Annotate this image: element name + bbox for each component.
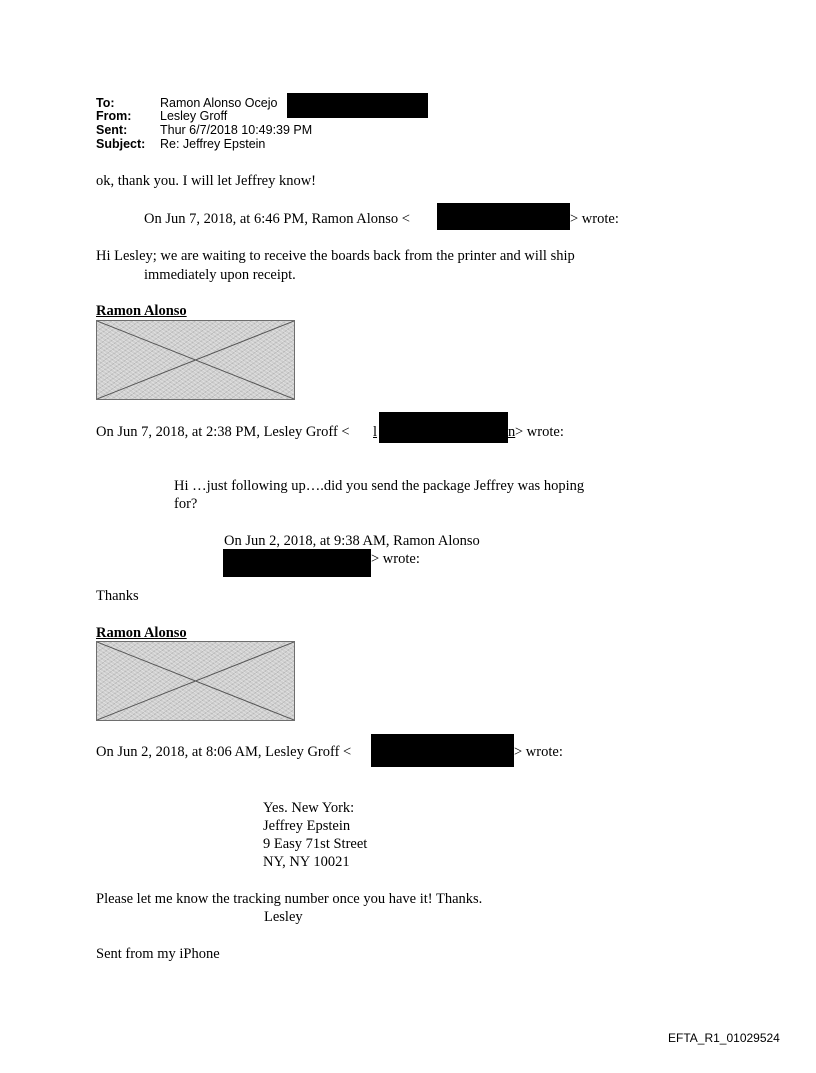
sent-from-line: Sent from my iPhone <box>96 946 220 962</box>
reply-text: ok, thank you. I will let Jeffrey know! <box>96 173 317 189</box>
redaction-quote-1-email <box>437 203 570 230</box>
message-text-4: Thanks <box>96 588 139 604</box>
address-line-1: Yes. New York: <box>263 800 355 816</box>
quote-header-1: On Jun 7, 2018, at 6:46 PM, Ramon Alonso < <box>144 211 410 227</box>
redaction-quote-3-email <box>223 549 371 577</box>
quote-header-3-suffix: > wrote: <box>371 551 420 567</box>
message-text-5-line-2: Lesley <box>264 909 303 925</box>
quote-header-4-suffix: > wrote: <box>514 744 563 760</box>
sent-label: Sent: <box>96 123 128 137</box>
quote-header-2-link-end: n <box>508 424 516 440</box>
message-text-2-line-2: immediately upon receipt. <box>144 267 296 283</box>
from-label: From: <box>96 109 132 123</box>
subject-label: Subject: <box>96 137 146 151</box>
quote-header-3: On Jun 2, 2018, at 9:38 AM, Ramon Alonso <box>224 533 480 549</box>
quote-header-2-suffix: > wrote: <box>515 424 564 440</box>
address-line-3: 9 Easy 71st Street <box>263 836 368 852</box>
from-value: Lesley Groff <box>160 109 228 123</box>
message-text-2-line-1: Hi Lesley; we are waiting to receive the boards back from the printer and will ship <box>96 248 575 264</box>
quote-header-2-link-start: l <box>373 424 378 440</box>
signature-name-1: Ramon Alonso <box>96 303 187 319</box>
image-placeholder-1 <box>96 320 295 400</box>
to-label: To: <box>96 96 115 110</box>
signature-name-2: Ramon Alonso <box>96 625 187 641</box>
address-line-2: Jeffrey Epstein <box>263 818 351 834</box>
redaction-quote-4-email <box>371 734 514 767</box>
address-line-4: NY, NY 10021 <box>263 854 350 870</box>
sent-value: Thur 6/7/2018 10:49:39 PM <box>160 123 313 137</box>
redaction-to-email <box>287 93 428 118</box>
message-text-5-line-1: Please let me know the tracking number once you have it! Thanks. <box>96 891 483 907</box>
subject-value: Re: Jeffrey Epstein <box>160 137 266 151</box>
message-text-3-line-2: for? <box>174 496 198 512</box>
to-value: Ramon Alonso Ocejo <box>160 96 278 110</box>
quote-header-1-suffix: > wrote: <box>570 211 619 227</box>
message-text-3-line-1: Hi …just following up….did you send the package Jeffrey was hoping <box>174 478 585 494</box>
quote-header-2: On Jun 7, 2018, at 2:38 PM, Lesley Groff < <box>96 424 350 440</box>
redaction-quote-2-email <box>379 412 508 443</box>
quote-header-4: On Jun 2, 2018, at 8:06 AM, Lesley Groff < <box>96 744 352 760</box>
image-placeholder-2 <box>96 641 295 721</box>
document-id: EFTA_R1_01029524 <box>668 1031 780 1045</box>
